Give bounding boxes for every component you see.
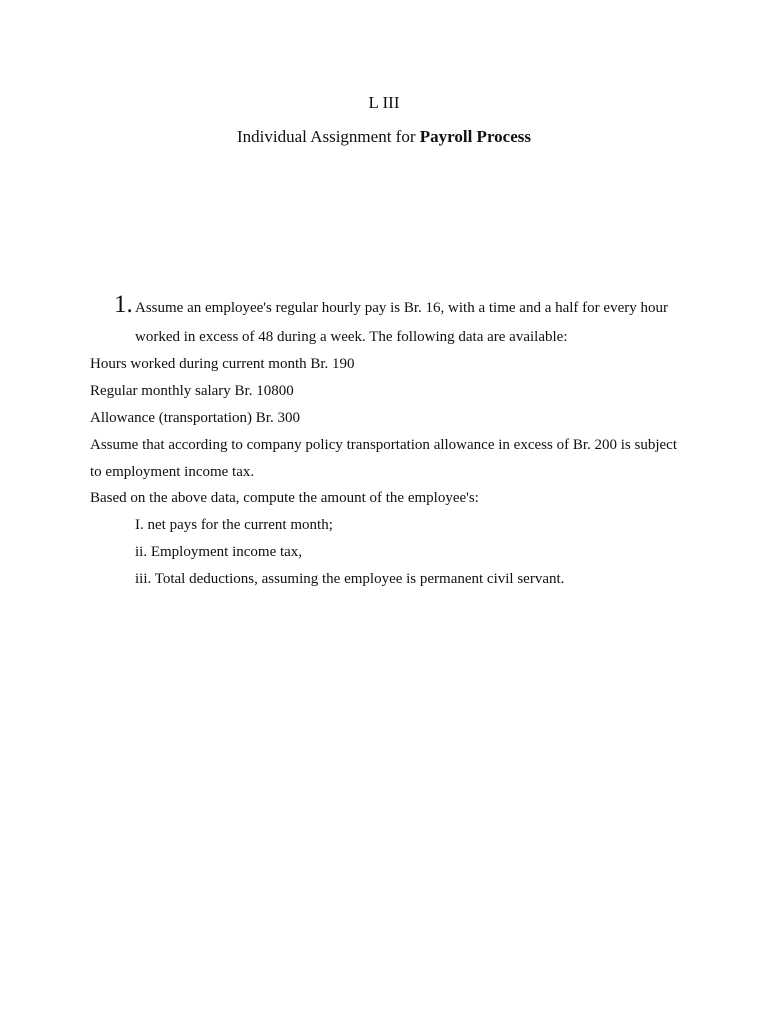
question-intro-line-2: worked in excess of 48 during a week. The following data are available: <box>135 329 568 345</box>
assignment-title <box>0 126 768 148</box>
question-intro-line-1: Assume an employee's regular hourly pay is Br. 16, with a time and a half for every hour <box>135 300 668 316</box>
course-level: L III <box>368 93 400 112</box>
compute-prompt-line: Based on the above data, compute the amount of the employee's: <box>90 490 479 506</box>
policy-note-paragraph: Assume that according to company policy transportation allowance in excess of Br. 200 is subject to employment income tax. <box>90 437 677 480</box>
task-item-income-tax: ii. Employment income tax, <box>135 544 303 560</box>
hours-worked-line: Hours worked during current month Br. 190 <box>90 356 355 372</box>
task-item-net-pay: I. net pays for the current month; <box>135 517 333 533</box>
regular-salary-line: Regular monthly salary Br. 10800 <box>90 383 294 399</box>
allowance-line: Allowance (transportation) Br. 300 <box>90 410 300 426</box>
title-prefix: Individual Assignment for <box>237 127 420 146</box>
title-subject: Payroll Process <box>419 127 531 146</box>
question-number: 1. <box>114 291 133 318</box>
task-item-total-deductions: iii. Total deductions, assuming the employee is permanent civil servant. <box>135 571 565 587</box>
